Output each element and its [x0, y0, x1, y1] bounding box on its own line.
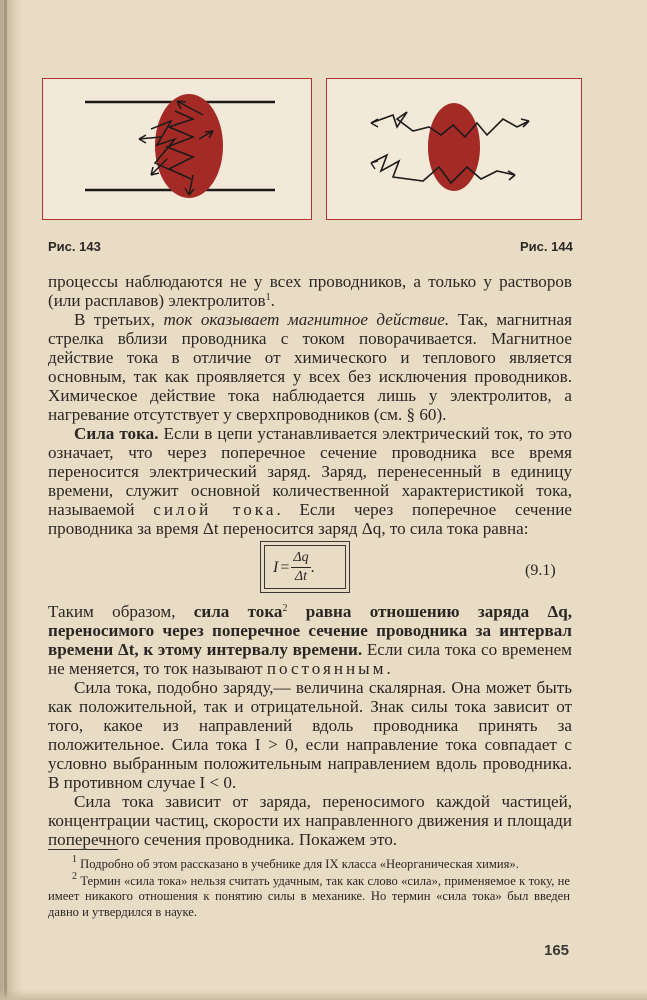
paragraph-4: Таким образом, сила тока$^2$ равна отношению заряда Δq, переносимого через поперечное сечение проводника за интервал времени Δt, к этому интервалу времени. Если сила тока со временем не меняется, то ток называют постоянным.: [48, 602, 572, 678]
magnetic-action-phrase: ток оказывает магнитное действие.: [163, 310, 450, 329]
footnote-1: $^1$ Подробно об этом рассказано в учебнике для IX класса «Неорганическая химия».: [72, 854, 519, 871]
page-number: 165: [544, 942, 570, 959]
formula-9-1: [273, 550, 315, 585]
figure-143: [42, 78, 312, 220]
section-heading-current-strength: Сила тока.: [74, 424, 159, 443]
formula-lhs: I: [273, 558, 279, 576]
formula-box: [260, 541, 350, 593]
paragraph-3: Сила тока. Если в цепи устанавливается электрический ток, то это означает, что через поперечное сечение проводника все время переносится электрический заряд. Заряд, перенесенный в единицу времени, служит основной количественной характеристикой тока, называемой силой тока. Если через поперечное сечение проводника за время Δt переносится заряд Δq, то сила тока равна:: [48, 424, 572, 538]
body-text-top: [48, 272, 572, 538]
formula-fraction: [291, 550, 310, 585]
paragraph-6: Сила тока зависит от заряда, переносимого каждой частицей, концентрации частиц, скорости их направленного движения и площади поперечного сечения проводника. Покажем это.: [48, 792, 572, 849]
footnote-ref-1: 1: [265, 292, 271, 303]
footnotes: [48, 854, 570, 921]
term-constant: постоянным: [266, 659, 387, 678]
formula-equals: =: [280, 558, 290, 576]
formula-number: (9.1): [525, 562, 556, 579]
figure-144: [326, 78, 582, 220]
figure-144-caption: Рис. 144: [520, 239, 573, 254]
term-current-strength: силой тока: [153, 500, 277, 519]
definition-current-strength: сила тока: [193, 602, 283, 621]
paragraph-2: В третьих, ток оказывает магнитное действие. Так, магнитная стрелка вблизи проводника с током поворачивается. Магнитное действие тока в отличие от химического и теплового является основным, так как проявляется у всех без исключения проводников. Химическое действие тока наблюдается лишь у электролитов, а нагревание отсутствует у сверхпроводников (см. § 60).: [48, 310, 572, 424]
footnote-ref-2: 2: [282, 603, 288, 614]
figure-143-caption: Рис. 143: [48, 239, 101, 254]
paragraph-5: Сила тока, подобно заряду,— величина скалярная. Она может быть как положительной, так и отрицательной. Знак силы тока зависит от того, какое из направлений вдоль проводника принять за положительное. Сила тока I > 0, если направление тока совпадает с условно выбранным положительным направлением вдоль проводника. В противном случае I < 0.: [48, 678, 572, 792]
footnote-2: $^2$ Термин «сила тока» нельзя считать удачным, так как слово «сила», применяемое к току, не имеет никакого отношения к понятию силы в механике. Но термин «сила тока» был введен давно и утвердился в науке.: [48, 870, 570, 919]
formula-numerator: Δq: [291, 550, 310, 568]
body-text-bottom: [48, 602, 572, 849]
page-spine: [4, 0, 7, 1000]
formula-period: .: [310, 558, 315, 576]
formula-denominator: Δt: [294, 569, 308, 584]
page-bottom-edge: [0, 990, 647, 1000]
paragraph-1: процессы наблюдаются не у всех проводников, а только у растворов (или расплавов) электролитов$^1$.: [48, 272, 572, 310]
cross-section-ellipse: [428, 103, 480, 191]
definition-text: равна отношению заряда Δq, переносимого через поперечное сечение проводника за интервал времени Δt, к этому интервалу времени.: [48, 602, 572, 659]
cross-section-ellipse: [155, 94, 223, 198]
figure-143-drawing: [43, 79, 311, 219]
figure-144-drawing: [327, 79, 581, 219]
footnote-divider: [48, 849, 118, 850]
